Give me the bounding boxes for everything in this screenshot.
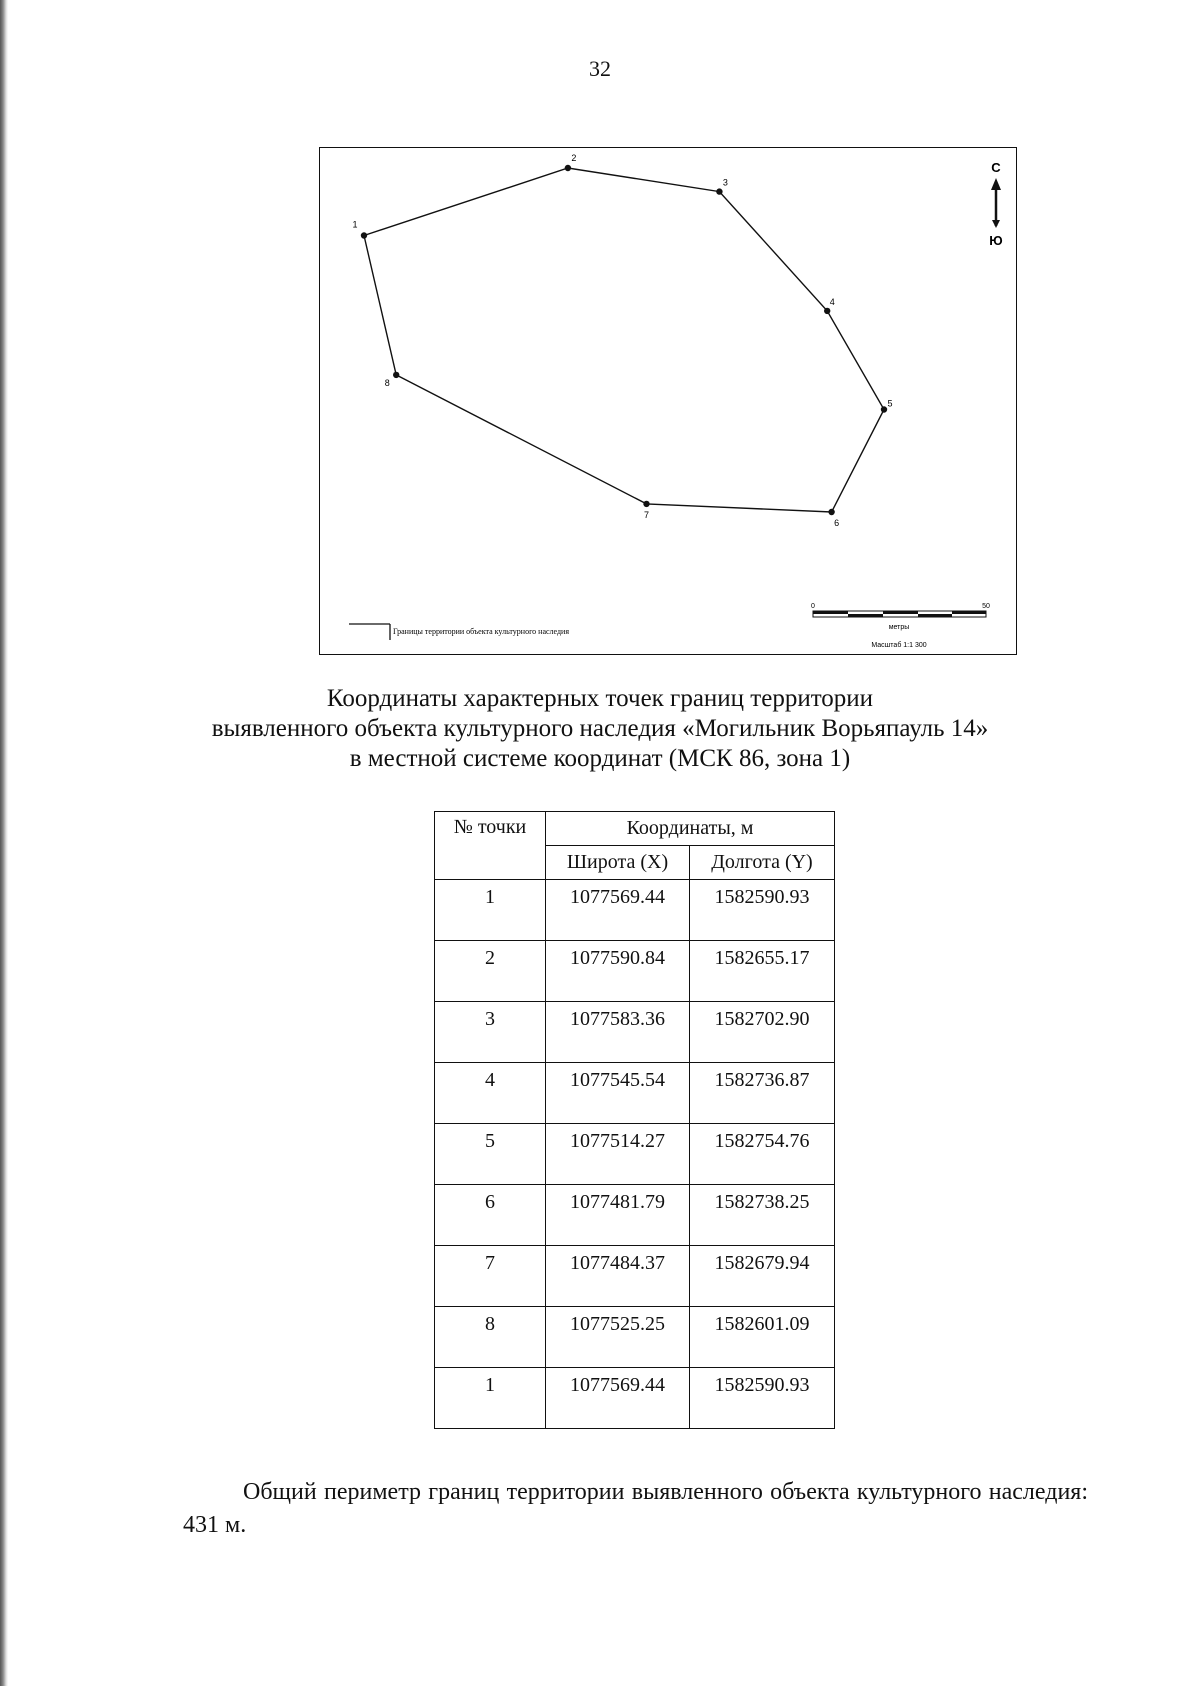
south-label: Ю [989,233,1003,248]
boundary-point-marker [393,372,399,378]
longitude-cell: 1582590.93 [690,1368,835,1429]
perimeter-paragraph [183,1476,1088,1542]
scan-edge [0,0,8,1686]
caption-line-3: в местной системе координат (МСК 86, зона 1) [349,745,851,772]
boundary-point-marker [828,509,834,515]
scale-start-label: 0 [811,603,815,610]
boundary-point-label: 7 [643,509,650,520]
latitude-cell: 1077569.44 [546,880,690,941]
map-canvas [320,148,1015,653]
point-number-cell: 7 [435,1246,546,1307]
table-row [435,880,835,941]
latitude-cell: 1077481.79 [546,1185,690,1246]
longitude-cell: 1582754.76 [690,1124,835,1185]
boundary-point-label: 5 [887,398,893,409]
legend-text: Границы территории объекта культурного наследия [393,627,570,636]
north-arrow-icon [989,160,1002,248]
latitude-cell: 1077514.27 [546,1124,690,1185]
scale-unit-label: метры [888,624,910,631]
boundary-point-marker [881,406,887,412]
latitude-cell: 1077525.25 [546,1307,690,1368]
point-number-cell: 8 [435,1307,546,1368]
longitude-cell: 1582738.25 [690,1185,835,1246]
table-row [435,1063,835,1124]
latitude-cell: 1077569.44 [546,1368,690,1429]
latitude-cell: 1077545.54 [546,1063,690,1124]
boundary-point-label: 2 [571,153,577,163]
boundary-point-marker [361,232,367,238]
caption-line-1: Координаты характерных точек границ территории [326,685,874,712]
latitude-cell: 1077484.37 [546,1246,690,1307]
boundary-point-marker [716,188,722,194]
header-longitude-y: Долгота (Y) [690,846,835,880]
table-row [435,941,835,1002]
table-caption [0,684,1200,774]
boundary-point-label: 3 [722,177,728,188]
boundary-point-marker [565,165,571,171]
perimeter-text: Общий периметр границ территории выявленного объекта культурного наследия: 431 м. [183,1479,1088,1538]
table-row [435,1185,835,1246]
boundary-map [319,147,1017,655]
point-number-cell: 6 [435,1185,546,1246]
boundary-point-label: 6 [834,518,840,528]
table-row [435,1368,835,1429]
longitude-cell: 1582679.94 [690,1246,835,1307]
point-number-cell: 2 [435,941,546,1002]
point-number-cell: 3 [435,1002,546,1063]
point-number-cell: 4 [435,1063,546,1124]
boundary-point-marker [643,501,649,507]
boundary-point-label: 1 [352,219,358,230]
caption-line-2: выявленного объекта культурного наследия «Могильник Ворьяпауль 14» [211,715,989,742]
boundary-point-label: 4 [829,296,835,307]
longitude-cell: 1582736.87 [690,1063,835,1124]
point-number-cell: 5 [435,1124,546,1185]
table-row [435,1124,835,1185]
territory-boundary [364,168,884,512]
page-number: 32 [589,56,611,81]
coordinates-table [434,811,835,1429]
scale-ratio-label: Масштаб 1:1 300 [871,642,927,649]
scale-end-label: 50 [982,603,990,610]
longitude-cell: 1582590.93 [690,880,835,941]
table-row [435,1307,835,1368]
longitude-cell: 1582702.90 [690,1002,835,1063]
point-number-cell: 1 [435,880,546,941]
point-number-cell: 1 [435,1368,546,1429]
latitude-cell: 1077590.84 [546,941,690,1002]
table-row [435,1002,835,1063]
header-latitude-x: Широта (X) [546,846,690,880]
north-label: С [991,160,1001,175]
latitude-cell: 1077583.36 [546,1002,690,1063]
header-coordinates: Координаты, м [546,812,835,846]
header-point-number: № точки [435,812,546,880]
longitude-cell: 1582601.09 [690,1307,835,1368]
boundary-point-label: 8 [384,377,390,388]
table-row [435,1246,835,1307]
scale-bar [811,603,990,649]
longitude-cell: 1582655.17 [690,941,835,1002]
boundary-point-marker [824,308,830,314]
map-legend [349,624,569,640]
